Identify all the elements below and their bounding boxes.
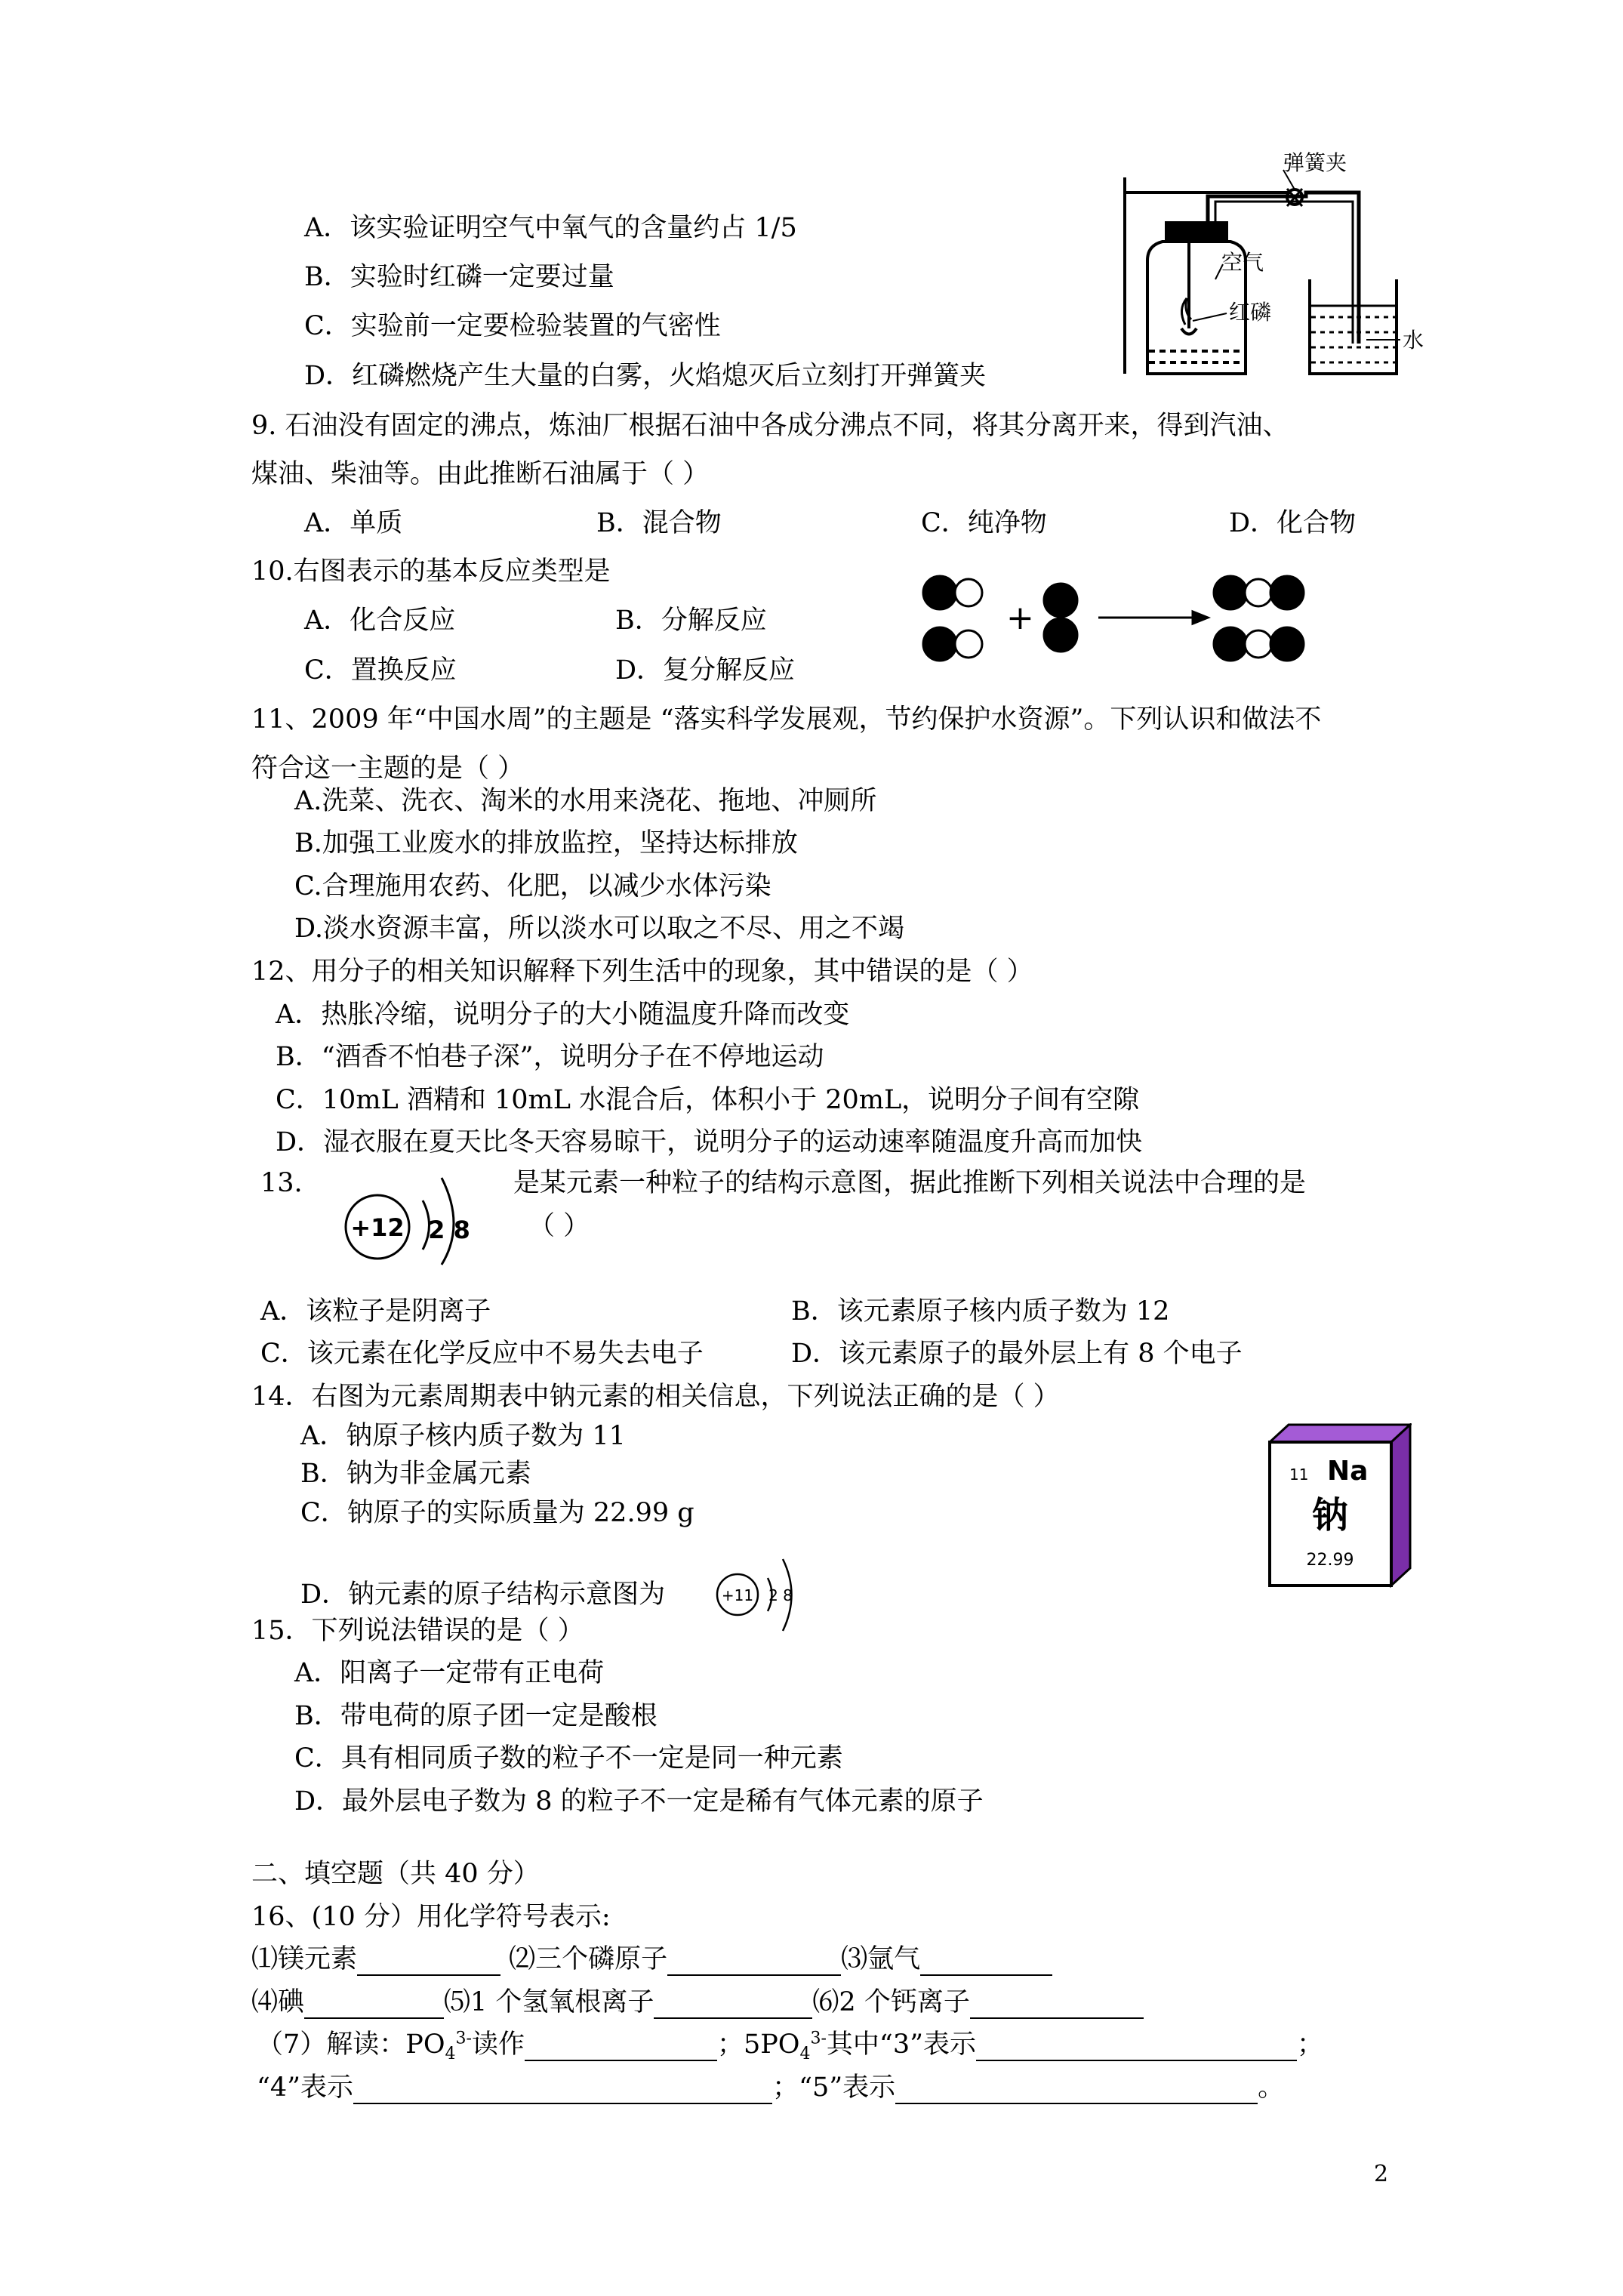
q16-7-five-blank[interactable]	[895, 2074, 1258, 2104]
q16-7-three-label: 其中“3”表示	[826, 2029, 976, 2060]
q16-7-four-blank[interactable]	[353, 2074, 772, 2104]
q14-option-b: B．钠为非金属元素	[300, 1459, 531, 1489]
q13-option-d: D．该元素原子的最外层上有 8 个电子	[791, 1339, 1243, 1369]
q16-1-label: ⑴镁元素	[251, 1944, 358, 1974]
q13-stem: 是某元素一种粒子的结构示意图，据此推断下列相关说法中合理的是	[513, 1168, 1307, 1198]
q11-stem-line1: 11、2009 年“中国水周”的主题是 “落实科学发展观，节约保护水资源”。下列认识和做法不	[251, 704, 1322, 735]
q11-option-b: B.加强工业废水的排放监控，坚持达标排放	[294, 828, 798, 858]
q13-electron-shells: 2 8	[428, 1216, 470, 1244]
q12-option-a: A．热胀冷缩，说明分子的大小随温度升降而改变	[276, 1000, 850, 1030]
q15-option-b: B．带电荷的原子团一定是酸根	[294, 1701, 658, 1731]
q11-option-d: D.淡水资源丰富，所以淡水可以取之不尽、用之不竭	[294, 914, 904, 944]
q16-7-period: 。	[1258, 2073, 1285, 2103]
q16-6-blank[interactable]	[970, 1989, 1144, 2019]
q16-1-blank[interactable]	[357, 1946, 500, 1976]
q13-nucleus-charge: +12	[350, 1213, 405, 1242]
q16-7-four-label: “4”表示	[257, 2073, 354, 2103]
page-number: 2	[1374, 2161, 1389, 2187]
q8-option-d: D．红磷燃烧产生大量的白雾，火焰熄灭后立刻打开弹簧夹	[304, 361, 987, 391]
sodium-atomic-mass: 22.99	[1306, 1551, 1354, 1570]
plus-sign: +	[1006, 599, 1034, 637]
q9-option-a: A．单质	[304, 508, 403, 538]
q8-option-a: A．该实验证明空气中氧气的含量约占 1/5	[304, 213, 797, 243]
q15-option-d: D．最外层电子数为 8 的粒子不一定是稀有气体元素的原子	[294, 1786, 984, 1817]
q16-5-label: ⑸1 个氢氧根离子	[444, 1987, 654, 2017]
q16-7-read-blank[interactable]	[525, 2031, 717, 2061]
q16-7-end: ；	[1296, 2029, 1323, 2060]
q16-4-blank[interactable]	[304, 1989, 444, 2019]
q16-7-read-label: 读作	[471, 2029, 525, 2060]
q9-option-d: D．化合物	[1229, 508, 1357, 538]
sodium-symbol: Na	[1327, 1456, 1369, 1487]
q9-option-c: C．纯净物	[921, 508, 1047, 538]
po4-subscript: 4	[445, 2045, 456, 2063]
q16-2-blank[interactable]	[667, 1946, 841, 1976]
sodium-atomic-number: 11	[1289, 1465, 1309, 1484]
q11-stem-line2: 符合这一主题的是（ ）	[251, 754, 525, 784]
q10-option-d: D．复分解反应	[615, 655, 796, 686]
q13-option-c: C．该元素在化学反应中不易失去电子	[260, 1339, 704, 1369]
sodium-atom-structure-diagram	[711, 1555, 817, 1635]
q10-option-c: C．置换反应	[304, 655, 457, 686]
q16-row-1	[251, 1943, 1052, 1976]
clip-label: 弹簧夹	[1283, 150, 1347, 175]
section-2-title: 二、填空题（共 40 分）	[251, 1859, 540, 1889]
q12-stem: 12、用分子的相关知识解释下列生活中的现象，其中错误的是（ ）	[251, 957, 1033, 987]
red-phosphorus-label: 红磷	[1229, 300, 1272, 325]
sodium-nucleus-charge: +11	[721, 1586, 754, 1604]
q14-option-d: D．钠元素的原子结构示意图为	[300, 1579, 666, 1610]
po4-superscript-2: 3-	[810, 2029, 827, 2048]
q11-option-c: C.合理施用农药、化肥，以减少水体污染	[294, 871, 771, 901]
q16-7-lead: （7）解读：PO	[257, 2029, 445, 2060]
q13-number: 13.	[260, 1168, 303, 1198]
q15-option-c: C．具有相同质子数的粒子不一定是同一种元素	[294, 1743, 843, 1774]
sodium-periodic-table-card	[1268, 1423, 1412, 1589]
q16-7-five-label: ；“5”表示	[772, 2073, 896, 2103]
q13-atom-structure-diagram	[336, 1166, 494, 1268]
q13-option-a: A．该粒子是阴离子	[260, 1296, 491, 1327]
q12-option-c: C．10mL 酒精和 10mL 水混合后，体积小于 20mL，说明分子间有空隙	[276, 1085, 1140, 1115]
q16-6-label: ⑹2 个钙离子	[812, 1987, 970, 2017]
q8-option-c: C．实验前一定要检验装置的气密性	[304, 311, 721, 341]
q9-option-b: B．混合物	[596, 508, 722, 538]
po4-subscript-2: 4	[799, 2045, 811, 2063]
sodium-electron-shells: 2 8	[768, 1586, 793, 1604]
q10-option-a: A．化合反应	[304, 606, 456, 636]
air-label: 空气	[1221, 250, 1264, 275]
q11-option-a: A.洗菜、洗衣、淘米的水用来浇花、拖地、冲厕所	[294, 786, 877, 816]
phosphorus-combustion-apparatus-figure	[1095, 147, 1427, 389]
q15-option-a: A．阳离子一定带有正电荷	[294, 1658, 605, 1688]
q9-stem-line2: 煤油、柴油等。由此推断石油属于（ ）	[251, 459, 710, 489]
q16-2-label: ⑵三个磷原子	[509, 1944, 668, 1974]
q10-stem: 10.右图表示的基本反应类型是	[251, 556, 611, 587]
q16-stem: 16、(10 分）用化学符号表示:	[251, 1902, 611, 1932]
q16-row-3	[257, 2028, 1323, 2061]
q16-row-4	[257, 2071, 1284, 2104]
q14-option-c: C．钠原子的实际质量为 22.99 g	[300, 1498, 694, 1528]
q16-5-blank[interactable]	[654, 1989, 812, 2019]
q9-stem-line1: 9. 石油没有固定的沸点，炼油厂根据石油中各成分沸点不同，将其分离开来，得到汽油、	[251, 411, 1289, 441]
q16-7-three-blank[interactable]	[976, 2031, 1297, 2061]
q14-stem: 14．右图为元素周期表中钠元素的相关信息，下列说法正确的是（ ）	[251, 1382, 1060, 1412]
q15-stem: 15．下列说法错误的是（ ）	[251, 1616, 584, 1646]
q8-option-b: B．实验时红磷一定要过量	[304, 262, 614, 292]
po4-superscript: 3-	[455, 2029, 472, 2048]
reaction-molecule-diagram	[917, 570, 1310, 668]
q16-7-mid: ；5PO	[716, 2029, 800, 2060]
q16-4-label: ⑷碘	[251, 1987, 305, 2017]
q12-option-b: B．“酒香不怕巷子深”，说明分子在不停地运动	[276, 1042, 824, 1072]
q13-answer-paren: （ ）	[528, 1211, 590, 1241]
sodium-name: 钠	[1311, 1494, 1349, 1536]
q16-3-blank[interactable]	[920, 1946, 1052, 1976]
q13-option-b: B．该元素原子核内质子数为 12	[791, 1296, 1170, 1327]
q12-option-d: D．湿衣服在夏天比冬天容易晾干，说明分子的运动速率随温度升高而加快	[276, 1127, 1143, 1157]
q16-row-2	[251, 1986, 1144, 2019]
q10-option-b: B．分解反应	[615, 606, 767, 636]
water-label: 水	[1403, 328, 1424, 353]
q14-option-a: A．钠原子核内质子数为 11	[300, 1421, 626, 1451]
q16-3-label: ⑶氩气	[841, 1944, 921, 1974]
